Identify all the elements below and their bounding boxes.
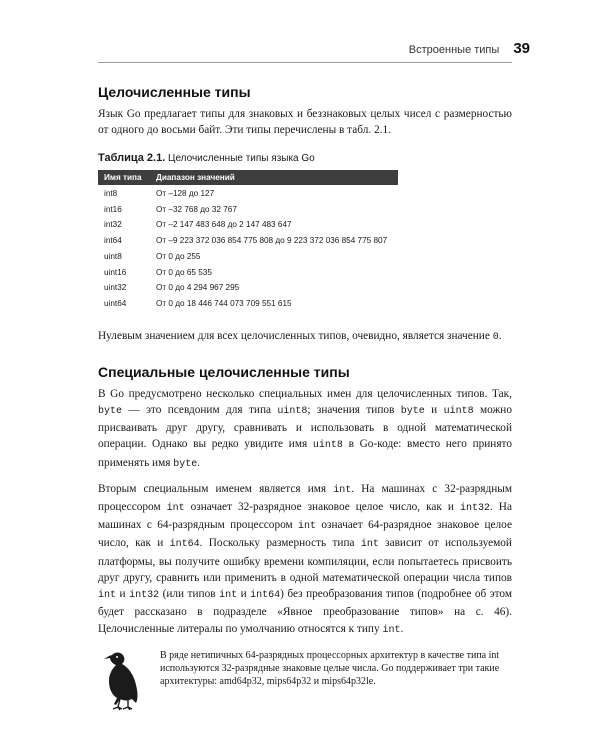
range-cell: От –32 768 до 32 767 [156,204,237,214]
section-title-integer-types: Целочисленные типы [98,84,251,100]
table-row [98,264,398,280]
type-cell: int16 [104,204,122,214]
zero-value-paragraph: Нулевым значением для всех целочисленных типов, очевидно, является значение 0. [98,329,502,343]
table-caption-label: Таблица 2.1. [98,152,166,165]
table-row [98,217,398,233]
range-cell: От –128 до 127 [156,188,215,198]
section-title-special-types: Специальные целочисленные типы [98,363,350,380]
byte-alias-paragraph: В Go предусмотрено несколько специальных имен для целочисленных типов. Так, byte — это псевдоним для типа uint8; значения типов byte и uint8 можно присваивать друг другу, сравнивать и использовать в одной математической операции. Однако вы редко увидите имя uint8 в Go-коде: вместо него принято применять имя byte. [98,387,512,470]
int-paragraph: Вторым специальным именем является имя int. На машинах с 32-разрядным процессором int означает 32-разрядное знаковое целое число, как и int32. На машинах с 64-разрядным процессором int означает 64-разрядное знаковое целое число, как и int64. Поскольку размерность типа int зависит от используемой платформы, вы получите ошибку времени компиляции, если попытаетесь присвоить друг другу, сравнить или применить в одной математической операции числа типов int и int32 (или типов int и int64) без преобразования типов (подробнее об этом будет рассказано в подразделе «Явное преобразование типов» на с. 46). Целочисленные литералы по умолчанию относятся к типу int. [98,482,512,636]
crow-icon [98,649,148,711]
type-cell: uint16 [104,267,127,277]
type-cell: uint8 [104,251,122,261]
table-caption [98,152,512,164]
range-cell: От –2 147 483 648 до 2 147 483 647 [156,220,292,230]
chapter-title: Встроенные типы [408,44,500,56]
intro-paragraph: Язык Go предлагает типы для знаковых и беззнаковых целых чисел с размерностью от одного до восьми байт. Эти типы перечислены в табл. 2.1. [98,108,512,137]
table-row [98,280,398,296]
type-cell: uint64 [104,299,127,309]
range-cell: От 0 до 18 446 744 073 709 551 615 [156,299,292,309]
table-row [98,233,398,249]
range-cell: От –9 223 372 036 854 775 808 до 9 223 372 036 854 775 807 [156,236,388,246]
table-row [98,185,398,201]
integer-types-table [98,170,398,311]
type-cell: int32 [104,220,122,230]
page-content [98,84,512,711]
range-cell: От 0 до 4 294 967 295 [156,283,240,293]
column-header-range: Диапазон значений [150,170,398,185]
table-row [98,201,398,217]
column-header-type: Имя типа [98,170,150,185]
code-zero: 0 [492,331,499,343]
note-text: В ряде нетипичных 64-разрядных процессорных архитектур в качестве типа int используются 32-разрядные знаковые целые числа. Go поддерживает три такие архитектуры: amd64p32, mips64p32 и mips64p32le. [160,649,500,687]
page-number: 39 [513,40,530,57]
type-cell: int64 [104,236,122,246]
running-head [409,40,530,57]
range-cell: От 0 до 65 535 [156,267,212,277]
header-rule [98,62,512,63]
table-row [98,296,398,312]
type-cell: uint32 [104,283,127,293]
range-cell: От 0 до 255 [156,251,201,261]
type-cell: int8 [104,188,118,198]
table-caption-text: Целочисленные типы языка Go [168,153,315,165]
note-box [98,649,512,711]
table-row [98,249,398,265]
